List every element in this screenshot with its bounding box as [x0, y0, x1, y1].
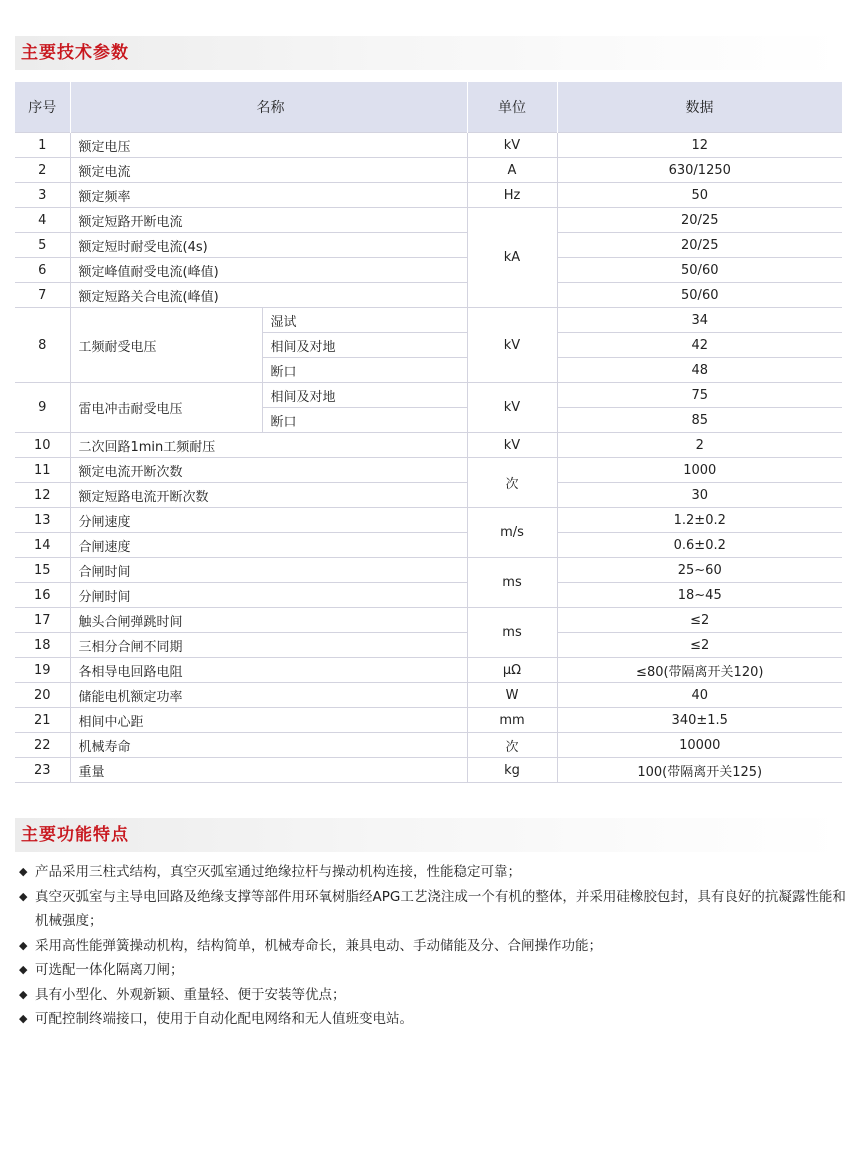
diamond-bullet-icon: ◆: [19, 938, 28, 952]
table-row: [15, 608, 842, 633]
row-name: 额定短路电流开断次数: [70, 483, 467, 508]
row-no: 5: [15, 233, 70, 258]
table-row: [15, 433, 842, 458]
list-item: [19, 860, 849, 885]
feature-text: 具有小型化、外观新颖、重量轻、便于安装等优点；: [35, 986, 346, 1003]
row-unit: kV: [467, 308, 557, 383]
row-subname: 断口: [262, 408, 467, 433]
row-name: 合闸时间: [70, 558, 467, 583]
row-no: 8: [15, 308, 70, 383]
row-unit: 次: [467, 458, 557, 508]
row-no: 2: [15, 158, 70, 183]
table-row: [15, 633, 842, 658]
row-no: 10: [15, 433, 70, 458]
row-unit: Hz: [467, 183, 557, 208]
row-value: 20/25: [557, 208, 842, 233]
row-no: 14: [15, 533, 70, 558]
row-name: 额定电流: [70, 158, 467, 183]
row-no: 4: [15, 208, 70, 233]
list-item: [19, 885, 849, 934]
row-value: 1.2±0.2: [557, 508, 842, 533]
feature-list: [19, 860, 849, 1032]
row-unit: kV: [467, 383, 557, 433]
row-no: 16: [15, 583, 70, 608]
row-no: 7: [15, 283, 70, 308]
row-name: 分闸时间: [70, 583, 467, 608]
row-name: 额定电流开断次数: [70, 458, 467, 483]
feature-text: 可配控制终端接口，使用于自动化配电网络和无人值班变电站。: [35, 1011, 413, 1027]
table-row: [15, 583, 842, 608]
row-unit: A: [467, 158, 557, 183]
row-value: ≤2: [557, 608, 842, 633]
table-row: [15, 183, 842, 208]
row-no: 18: [15, 633, 70, 658]
row-unit: kg: [467, 758, 557, 783]
row-unit: ms: [467, 608, 557, 658]
row-no: 13: [15, 508, 70, 533]
row-name: 重量: [70, 758, 467, 783]
diamond-bullet-icon: ◆: [19, 987, 28, 1001]
row-value: 85: [557, 408, 842, 433]
row-unit: kV: [467, 133, 557, 158]
row-value: 50: [557, 183, 842, 208]
row-value: 20/25: [557, 233, 842, 258]
row-value: 630/1250: [557, 158, 842, 183]
row-value: ≤80(带隔离开关120): [557, 658, 842, 683]
row-value: 42: [557, 333, 842, 358]
row-name: 额定频率: [70, 183, 467, 208]
diamond-bullet-icon: ◆: [19, 865, 28, 878]
table-row: [15, 308, 842, 333]
row-no: 12: [15, 483, 70, 508]
row-name: 额定电压: [70, 133, 467, 158]
list-item: [19, 983, 849, 1008]
row-value: 18~45: [557, 583, 842, 608]
table-row: [15, 258, 842, 283]
row-value: 34: [557, 308, 842, 333]
header-unit: 单位: [467, 82, 557, 133]
row-value: 2: [557, 433, 842, 458]
list-item: [19, 1007, 849, 1032]
row-value: 1000: [557, 458, 842, 483]
row-name: 二次回路1min工频耐压: [70, 433, 467, 458]
row-value: 100(带隔离开关125): [557, 758, 842, 783]
table-row: [15, 383, 842, 408]
row-no: 17: [15, 608, 70, 633]
row-name: 雷电冲击耐受电压: [70, 383, 262, 433]
table-row: [15, 708, 842, 733]
feature-text: 采用高性能弹簧操动机构，结构简单，机械寿命长，兼具电动、手动储能及分、合闸操作功能；: [35, 937, 602, 954]
row-value: 25~60: [557, 558, 842, 583]
row-no: 3: [15, 183, 70, 208]
table-row: [15, 233, 842, 258]
row-no: 19: [15, 658, 70, 683]
row-value: 0.6±0.2: [557, 533, 842, 558]
diamond-bullet-icon: ◆: [19, 1012, 28, 1025]
row-name: 三相分合闸不同期: [70, 633, 467, 658]
row-name: 额定短路开断电流: [70, 208, 467, 233]
row-unit: ms: [467, 558, 557, 608]
row-name: 额定短时耐受电流(4s): [70, 233, 467, 258]
feature-text: 真空灭弧室与主导电回路及绝缘支撑等部件用环氧树脂经APG工艺浇注成一个有机的整体，并采用硅橡胶包封，具有良好的抗凝露性能和机械强度；: [35, 888, 846, 929]
row-value: 30: [557, 483, 842, 508]
row-name: 合闸速度: [70, 533, 467, 558]
row-unit: kA: [467, 208, 557, 308]
row-name: 额定短路关合电流(峰值): [70, 283, 467, 308]
row-name: 相间中心距: [70, 708, 467, 733]
row-unit: kV: [467, 433, 557, 458]
row-no: 22: [15, 733, 70, 758]
row-name: 触头合闸弹跳时间: [70, 608, 467, 633]
table-row: [15, 683, 842, 708]
table-row: [15, 508, 842, 533]
table-row: [15, 208, 842, 233]
row-value: 340±1.5: [557, 708, 842, 733]
row-subname: 湿试: [262, 308, 467, 333]
table-row: [15, 158, 842, 183]
row-no: 6: [15, 258, 70, 283]
row-no: 1: [15, 133, 70, 158]
feature-text: 产品采用三柱式结构，真空灭弧室通过绝缘拉杆与操动机构连接，性能稳定可靠；: [35, 864, 521, 880]
header-value: 数据: [557, 82, 842, 133]
row-name: 分闸速度: [70, 508, 467, 533]
table-row: [15, 733, 842, 758]
row-no: 9: [15, 383, 70, 433]
table-row: [15, 133, 842, 158]
row-no: 21: [15, 708, 70, 733]
row-value: ≤2: [557, 633, 842, 658]
row-no: 15: [15, 558, 70, 583]
row-value: 12: [557, 133, 842, 158]
row-no: 23: [15, 758, 70, 783]
table-row: [15, 558, 842, 583]
header-name: 名称: [70, 82, 467, 133]
diamond-bullet-icon: ◆: [19, 963, 28, 976]
row-value: 75: [557, 383, 842, 408]
diamond-bullet-icon: ◆: [19, 889, 28, 903]
row-name: 额定峰值耐受电流(峰值): [70, 258, 467, 283]
row-unit: 次: [467, 733, 557, 758]
table-row: [15, 533, 842, 558]
section-title-features: 主要功能特点: [15, 818, 842, 852]
list-item: [19, 958, 849, 983]
row-value: 10000: [557, 733, 842, 758]
row-unit: m/s: [467, 508, 557, 558]
row-unit: mm: [467, 708, 557, 733]
table-row: [15, 658, 842, 683]
row-no: 11: [15, 458, 70, 483]
table-row: [15, 458, 842, 483]
row-name: 机械寿命: [70, 733, 467, 758]
feature-text: 可选配一体化隔离刀闸；: [35, 962, 184, 978]
row-value: 48: [557, 358, 842, 383]
header-no: 序号: [15, 82, 70, 133]
table-row: [15, 283, 842, 308]
row-subname: 相间及对地: [262, 333, 467, 358]
row-value: 40: [557, 683, 842, 708]
table-header: [15, 82, 842, 133]
row-unit: μΩ: [467, 658, 557, 683]
row-subname: 断口: [262, 358, 467, 383]
row-name: 各相导电回路电阻: [70, 658, 467, 683]
spec-table: [15, 82, 843, 783]
row-name: 工频耐受电压: [70, 308, 262, 383]
list-item: [19, 934, 849, 959]
row-subname: 相间及对地: [262, 383, 467, 408]
row-unit: W: [467, 683, 557, 708]
row-value: 50/60: [557, 258, 842, 283]
table-row: [15, 483, 842, 508]
row-name: 储能电机额定功率: [70, 683, 467, 708]
table-row: [15, 758, 842, 783]
row-no: 20: [15, 683, 70, 708]
section-title-tech-params: 主要技术参数: [15, 36, 842, 70]
row-value: 50/60: [557, 283, 842, 308]
